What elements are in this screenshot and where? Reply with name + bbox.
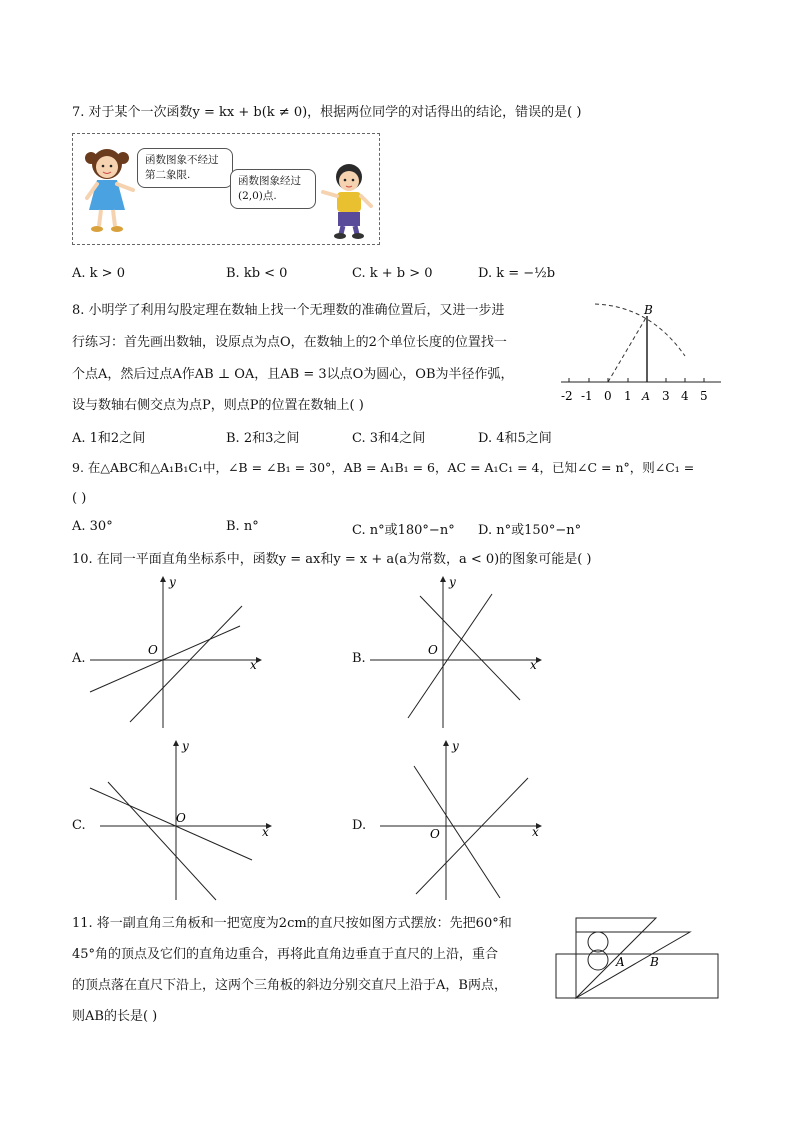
q9-line-1: 9. 在△ABC和△A₁B₁C₁中，∠B = ∠B₁ = 30°，AB = A₁B₁ = 6，AC = A₁C₁ = 4，已知∠C = n°，则∠C₁ =: [72, 460, 695, 475]
q8-option-c[interactable]: C. 3和4之间: [352, 431, 426, 446]
q9-option-b[interactable]: B. n°: [226, 519, 259, 534]
q7-dialog-box: [72, 133, 380, 245]
q9-option-a[interactable]: A. 30°: [72, 519, 113, 534]
q10-graph-c[interactable]: [86, 738, 276, 902]
q7-option-a[interactable]: A. k > 0: [72, 266, 125, 281]
q10-stem: 10. 在同一平面直角坐标系中，函数y = ax和y = x + a(a为常数，a < 0)的图象可能是( ): [72, 552, 592, 567]
q8-label-a: A: [642, 390, 650, 403]
q10-graph-b[interactable]: [366, 574, 546, 730]
q8-option-d[interactable]: D. 4和5之间: [478, 431, 552, 446]
q8-arc: [595, 304, 685, 356]
q11-line-1: 11. 将一副直角三角板和一把宽度为2cm的直尺按如图方式摆放：先把60°和: [72, 916, 512, 931]
q7-option-d[interactable]: D. k = −½b: [478, 266, 556, 281]
q10-d-y-label: y: [452, 739, 459, 753]
q10-a-x-label: x: [250, 658, 257, 672]
q9-option-c[interactable]: C. n°或180°−n°: [352, 523, 455, 538]
q7-stem: 7. 对于某个一次函数y = kx + b(k ≠ 0)，根据两位同学的对话得出的结论，错误的是( ): [72, 105, 582, 120]
q8-tick-neg2: -2: [561, 389, 573, 403]
q8-label-b: B: [644, 303, 653, 317]
q10-graph-c-letter[interactable]: C.: [72, 818, 86, 833]
girl-speech-bubble: 函数图象不经过第二象限.: [137, 148, 233, 188]
q8-tick-neg1: -1: [581, 389, 593, 403]
q8-tick-3: 3: [662, 389, 670, 403]
q11-label-b: B: [650, 955, 659, 969]
q8-tick-0: 0: [604, 389, 612, 403]
q8-tick-4: 4: [681, 389, 689, 403]
q10-c-y-label: y: [182, 739, 189, 753]
q11-circle-bottom: [588, 950, 608, 970]
q10-b-x-label: x: [530, 658, 537, 672]
q8-line-4: 设与数轴右侧交点为点P，则点P的位置在数轴上( ): [72, 398, 364, 413]
q8-number-line-figure: [555, 296, 725, 408]
q11-ruler: [556, 954, 718, 998]
q8-line-1: 8. 小明学了利用勾股定理在数轴上找一个无理数的准确位置后，又进一步进: [72, 303, 505, 318]
q8-line-3: 个点A，然后过点A作AB ⊥ OA，且AB = 3以点O为圆心，OB为半径作弧，: [72, 367, 514, 382]
q8-line-2: 行练习：首先画出数轴，设原点为点O，在数轴上的2个单位长度的位置找一: [72, 335, 507, 350]
q10-graph-a[interactable]: [86, 574, 266, 730]
q9-option-d[interactable]: D. n°或150°−n°: [478, 523, 582, 538]
q7-option-c[interactable]: C. k + b > 0: [352, 266, 433, 281]
q10-b-y-label: y: [449, 575, 456, 589]
girl-illustration: [81, 144, 137, 236]
q10-graph-d[interactable]: [366, 738, 556, 902]
q11-ruler-figure: [552, 912, 724, 1004]
q11-line-2: 45°角的顶点及它们的直角边重合，再将此直角边垂直于直尺的上沿，重合: [72, 947, 499, 962]
q10-graph-d-letter[interactable]: D.: [352, 818, 367, 833]
q10-c-x-label: x: [262, 825, 269, 839]
boy-speech-bubble: 函数图象经过(2,0)点.: [230, 169, 316, 209]
q8-ob-dashed: [608, 316, 647, 382]
q10-d-x-label: x: [532, 825, 539, 839]
boy-illustration: [319, 162, 377, 240]
q11-circle-top: [588, 932, 608, 952]
q10-a-y-label: y: [169, 575, 176, 589]
q7-option-b[interactable]: B. kb < 0: [226, 266, 288, 281]
q10-c-origin: O: [176, 811, 186, 825]
q8-tick-1: 1: [624, 389, 632, 403]
q10-d-origin: O: [430, 827, 440, 841]
q11-line-4: 则AB的长是( ): [72, 1009, 158, 1024]
q8-tick-5: 5: [700, 389, 708, 403]
q10-a-origin: O: [148, 643, 158, 657]
q8-option-a[interactable]: A. 1和2之间: [72, 431, 146, 446]
q8-option-b[interactable]: B. 2和3之间: [226, 431, 300, 446]
q10-graph-a-letter[interactable]: A.: [72, 651, 86, 666]
q11-label-a: A: [616, 955, 625, 969]
q10-b-origin: O: [428, 643, 438, 657]
q10-graph-b-letter[interactable]: B.: [352, 651, 366, 666]
q9-line-2: ( ): [72, 491, 87, 506]
q11-triangle-45: [576, 932, 690, 998]
q11-line-3: 的顶点落在直尺下沿上，这两个三角板的斜边分别交直尺上沿于A，B两点，: [72, 978, 507, 993]
